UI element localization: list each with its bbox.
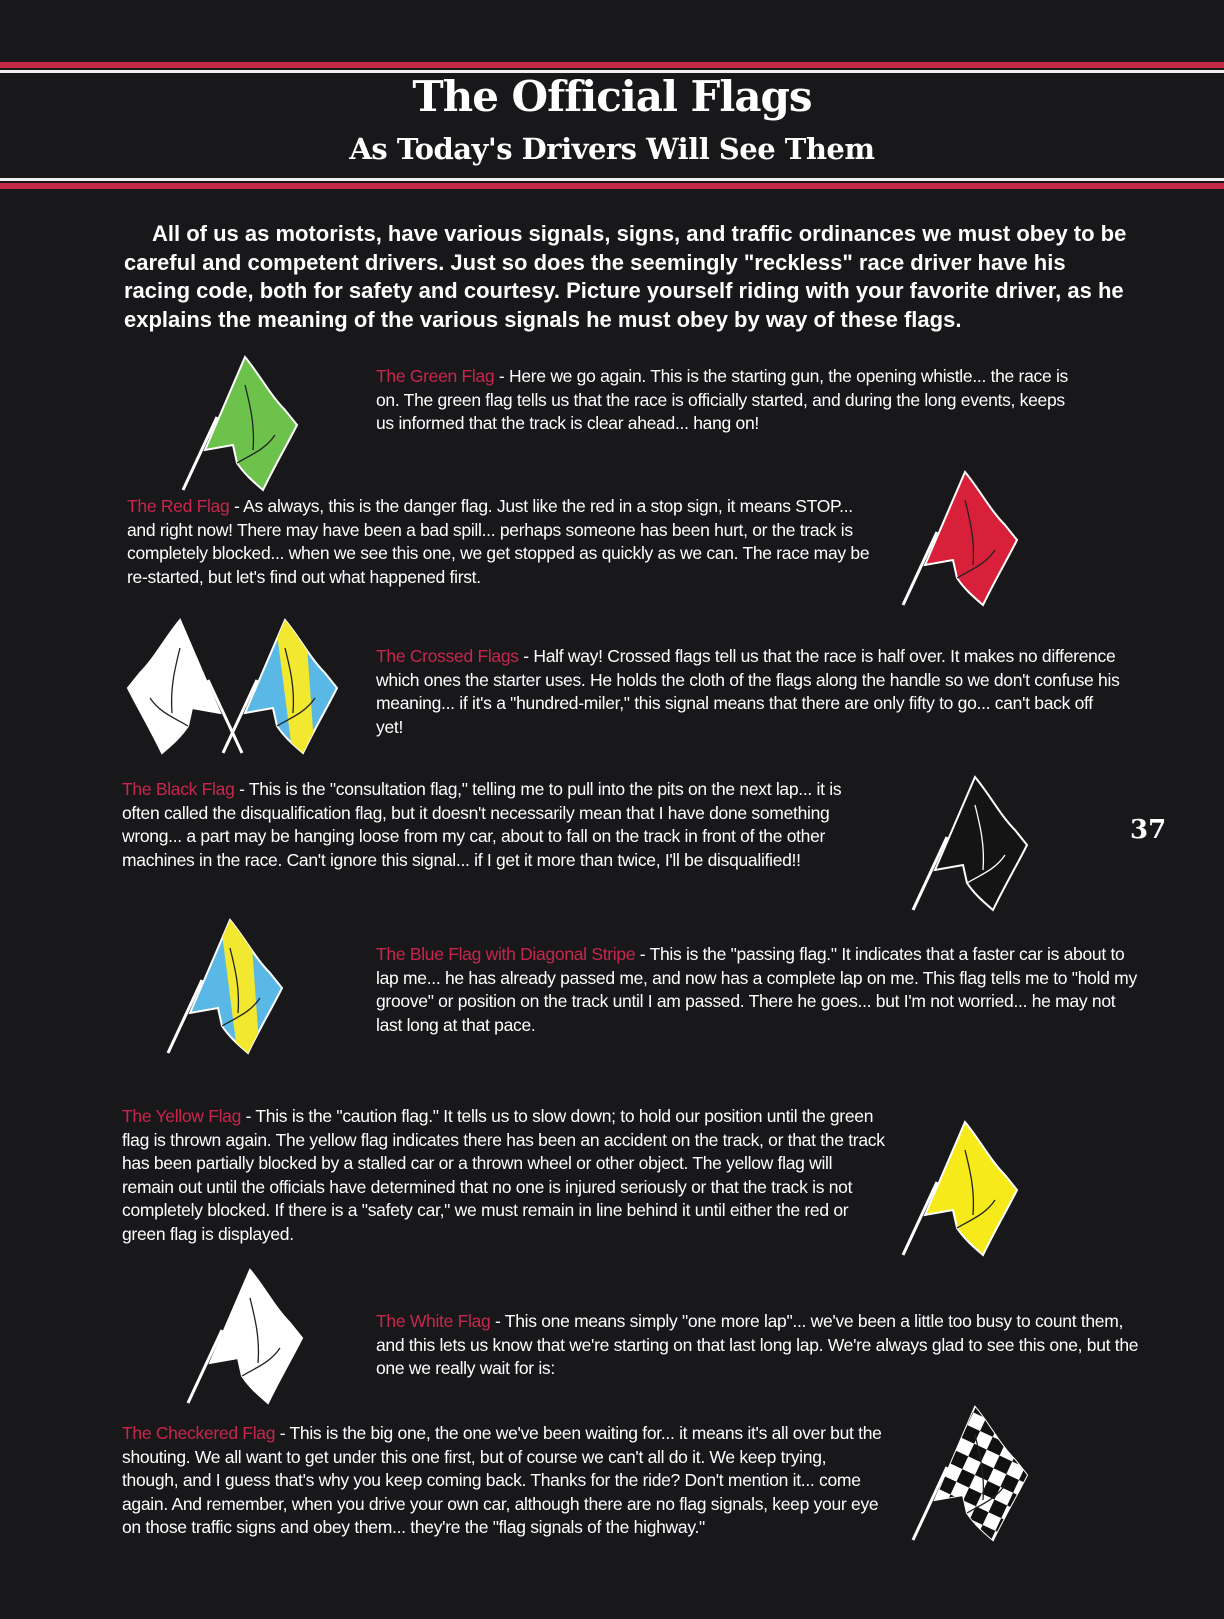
white-flag-icon (180, 1268, 320, 1408)
flag-description: - This is the "passing flag." It indicates that a faster car is about to lap me... he has already passed me, and now has a complete lap on me. This flag tells me to "hold my groove" or position on the track until I am passed. There he goes... but I'm not worried... he may not last long at that pace. (376, 944, 1137, 1035)
red-flag-icon (895, 470, 1035, 610)
flag-description: - Here we go again. This is the starting gun, the opening whistle... the race is on. The green flag tells us that the race is officially started, and during the long events, keeps us informed that the track is clear ahead... hang on! (376, 366, 1068, 433)
flag-label: The Yellow Flag (122, 1106, 242, 1126)
flag-label: The Green Flag (376, 366, 495, 386)
page-title: The Official Flags (412, 72, 812, 121)
white-flag-paragraph (376, 1310, 1146, 1381)
crossed-blue-flag-icon (215, 618, 355, 758)
flag-description: - Half way! Crossed flags tell us that the race is half over. It makes no difference which ones the starter uses. He holds the cloth of the flags along the handle so we don't confuse his meaning... if it's a "hundred-miler," this signal means that there are only fifty to go... can't back off yet! (376, 646, 1120, 737)
flag-description: - As always, this is the danger flag. Just like the red in a stop sign, it means STOP... and right now! There may have been a bad spill... perhaps someone has been hurt, or the track is completely blocked... when we see this one, we get stopped as quickly as we can. The race may be re-started, but let's find out what happened first. (127, 496, 870, 587)
flag-label: The Crossed Flags (376, 646, 519, 666)
red-flag-paragraph (127, 495, 872, 589)
flag-label: The Black Flag (122, 779, 235, 799)
green-flag-paragraph (376, 365, 1086, 436)
flag-label: The Checkered Flag (122, 1423, 276, 1443)
header-rule-white-bottom (0, 178, 1224, 181)
yellow-flag-paragraph (122, 1105, 887, 1246)
black-flag-paragraph (122, 778, 867, 872)
page-subtitle: As Today's Drivers Will See Them (349, 132, 875, 166)
flag-description: - This is the "caution flag." It tells us to slow down; to hold our position until the green flag is thrown again. The yellow flag indicates there has been an accident on the track, or that the track has been partially blocked by a stalled car or a thrown wheel or other object. The yellow flag will remain out until the officials have determined that no one is injured seriously or that the track is not completely blocked. If there is a "safety car," we must remain in line behind it until either the red or green flag is displayed. (122, 1106, 885, 1244)
flag-label: The Red Flag (127, 496, 230, 516)
flag-description: - This is the big one, the one we've been waiting for... it means it's all over but the shouting. We all want to get under this one first, but of course we can't all do it. We keep trying, though, and I guess that's why you keep coming back. Thanks for the ride? Don't mention it... come again. And remember, when you drive your own car, although there are no flag signals, keep your eye on those traffic signs and obey them... they're the "flag signals of the highway." (122, 1423, 882, 1537)
header-rule-red-bottom (0, 183, 1224, 189)
page-number: 37 (1130, 815, 1167, 845)
header-rule-red-top (0, 62, 1224, 68)
green-flag-icon (175, 355, 315, 495)
blue-flag-paragraph (376, 943, 1141, 1037)
flag-description: - This is the "consultation flag," telling me to pull into the pits on the next lap... it is often called the disqualification flag, but it doesn't necessarily mean that I have done something wrong... a part may be hanging loose from my car, about to fall on the track in front of the other machines in the race. Can't ignore this signal... if I get it more than twice, I'll be disqualified!! (122, 779, 842, 870)
flag-label: The White Flag (376, 1311, 491, 1331)
black-flag-icon (905, 775, 1045, 915)
yellow-flag-icon (895, 1120, 1035, 1260)
flag-description: - This one means simply "one more lap"... we've been a little too busy to count them, and this lets us know that we're starting on that last long lap. We're always glad to see this one, but the one we really wait for is: (376, 1311, 1139, 1378)
intro-paragraph: All of us as motorists, have various signals, signs, and traffic ordinances we must obey to be careful and competent drivers. Just so does the seemingly "reckless" race driver have his racing code, both for safety and courtesy. Picture yourself riding with your favorite driver, as he explains the meaning of the various signals he must obey by way of these flags. (124, 221, 1127, 332)
crossed-flags-paragraph (376, 645, 1121, 739)
checkered-flag-icon (905, 1405, 1045, 1545)
flag-label: The Blue Flag with Diagonal Stripe (376, 944, 636, 964)
blue-stripe-flag-icon (160, 918, 300, 1058)
checkered-flag-paragraph (122, 1422, 882, 1540)
